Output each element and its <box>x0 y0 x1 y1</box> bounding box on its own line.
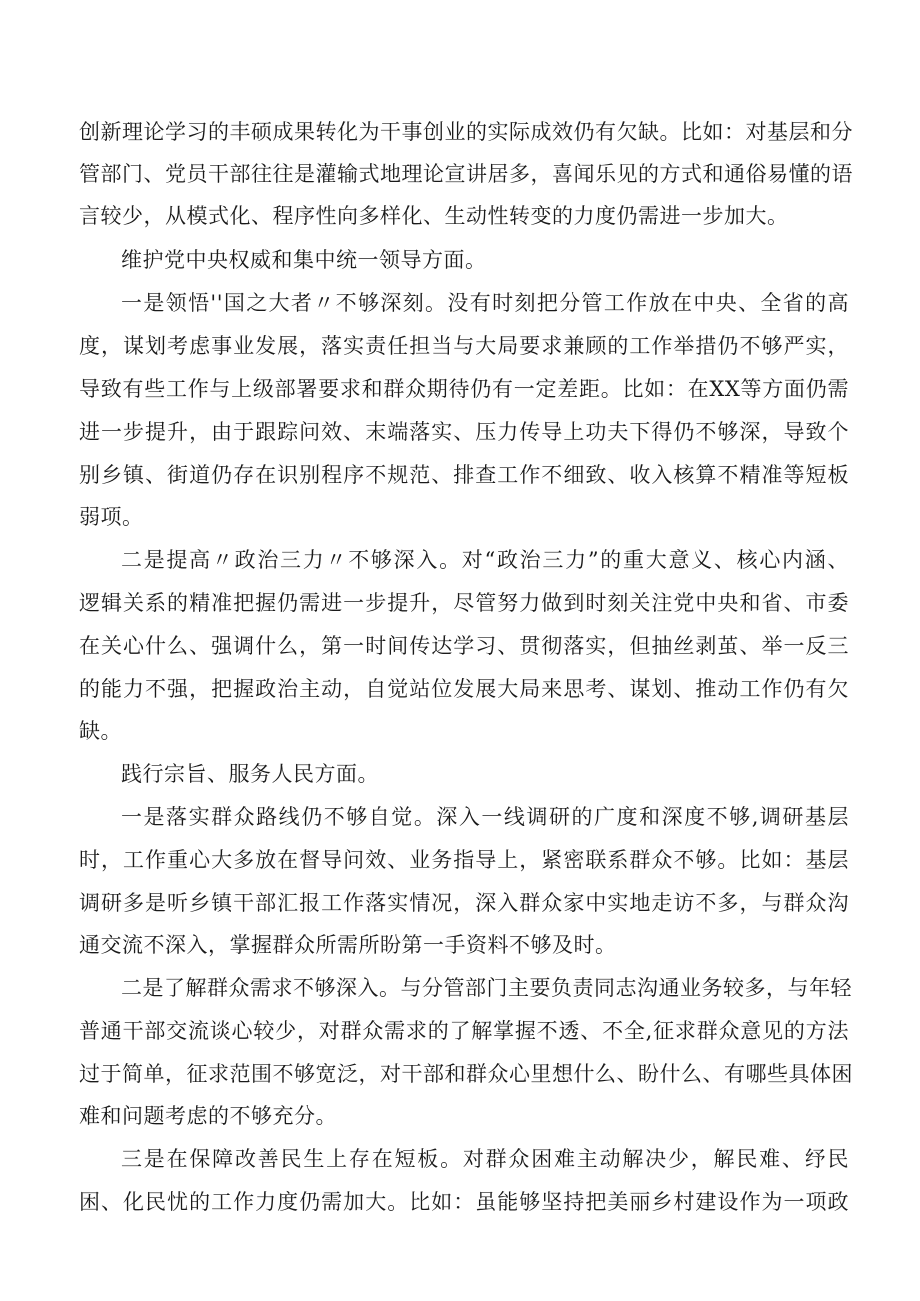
section-heading: 践行宗旨、服务人民方面。 <box>121 762 379 786</box>
text-line: 难和问题考虑的不够充分。 <box>79 1104 337 1128</box>
text-line: 别乡镇、街道仍存在识别程序不规范、排查工作不细致、收入核算不精准等短板 <box>79 463 849 487</box>
text-line: 创新理论学习的丰硕成果转化为干事创业的实际成效仍有欠缺。比如：对基层和分 <box>79 120 853 144</box>
text-line: 的能力不强，把握政治主动，自觉站位发展大局来思考、谋划、推动工作仍有欠 <box>79 677 849 701</box>
text-line: 困、化民忧的工作力度仍需加大。比如：虽能够坚持把美丽乡村建设作为一项政 <box>79 1190 849 1214</box>
section-heading: 维护党中央权威和集中统一领导方面。 <box>121 248 487 272</box>
text-line: 言较少，从模式化、程序性向多样化、生动性转变的力度仍需进一步加大。 <box>79 204 789 228</box>
text-line: 管部门、党员干部往往是灌输式地理论宣讲居多，喜闻乐见的方式和通俗易懂的语 <box>79 162 853 186</box>
text-line: 时，工作重心大多放在督导问效、业务指导上，紧密联系群众不够。比如：基层 <box>79 848 849 872</box>
text-line: 二是了解群众需求不够深入。与分管部门主要负责同志沟通业务较多，与年轻 <box>121 976 852 1000</box>
text-line: 弱项。 <box>79 505 144 529</box>
text-line: 缺。 <box>79 719 122 743</box>
text-line: 度，谋划考虑事业发展，落实责任担当与大局要求兼顾的工作举措仍不够严实， <box>79 334 849 358</box>
text-line: 普通干部交流谈心较少，对群众需求的了解掌握不透、不全,征求群众意见的方法 <box>79 1019 849 1043</box>
text-line: 一是领悟''国之大者〃不够深刻。没有时刻把分管工作放在中央、全省的高 <box>121 291 849 315</box>
text-line: 逻辑关系的精准把握仍需进一步提升，尽管努力做到时刻关注党中央和省、市委 <box>79 591 849 615</box>
text-line: 二是提高〃政治三力〃不够深入。对“政治三力”的重大意义、核心内涵、 <box>121 548 849 572</box>
text-line: 在关心什么、强调什么，第一时间传达学习、贯彻落实，但抽丝剥茧、举一反三 <box>79 634 849 658</box>
text-line: 一是落实群众路线仍不够自觉。深入一线调研的广度和深度不够,调研基层 <box>121 805 849 829</box>
text-line: 通交流不深入，掌握群众所需所盼第一手资料不够及时。 <box>79 933 617 957</box>
text-line: 调研多是听乡镇干部汇报工作落实情况，深入群众家中实地走访不多，与群众沟 <box>79 891 849 915</box>
text-line: 三是在保障改善民生上存在短板。对群众困难主动解决少，解民难、纾民 <box>121 1147 849 1171</box>
text-line: 进一步提升，由于跟踪问效、末端落实、压力传导上功夫下得仍不够深，导致个 <box>79 420 849 444</box>
text-line: 过于简单，征求范围不够宽泛，对干部和群众心里想什么、盼什么、有哪些具体困 <box>79 1062 853 1086</box>
text-line: 导致有些工作与上级部署要求和群众期待仍有一定差距。比如：在XX等方面仍需 <box>79 377 849 401</box>
